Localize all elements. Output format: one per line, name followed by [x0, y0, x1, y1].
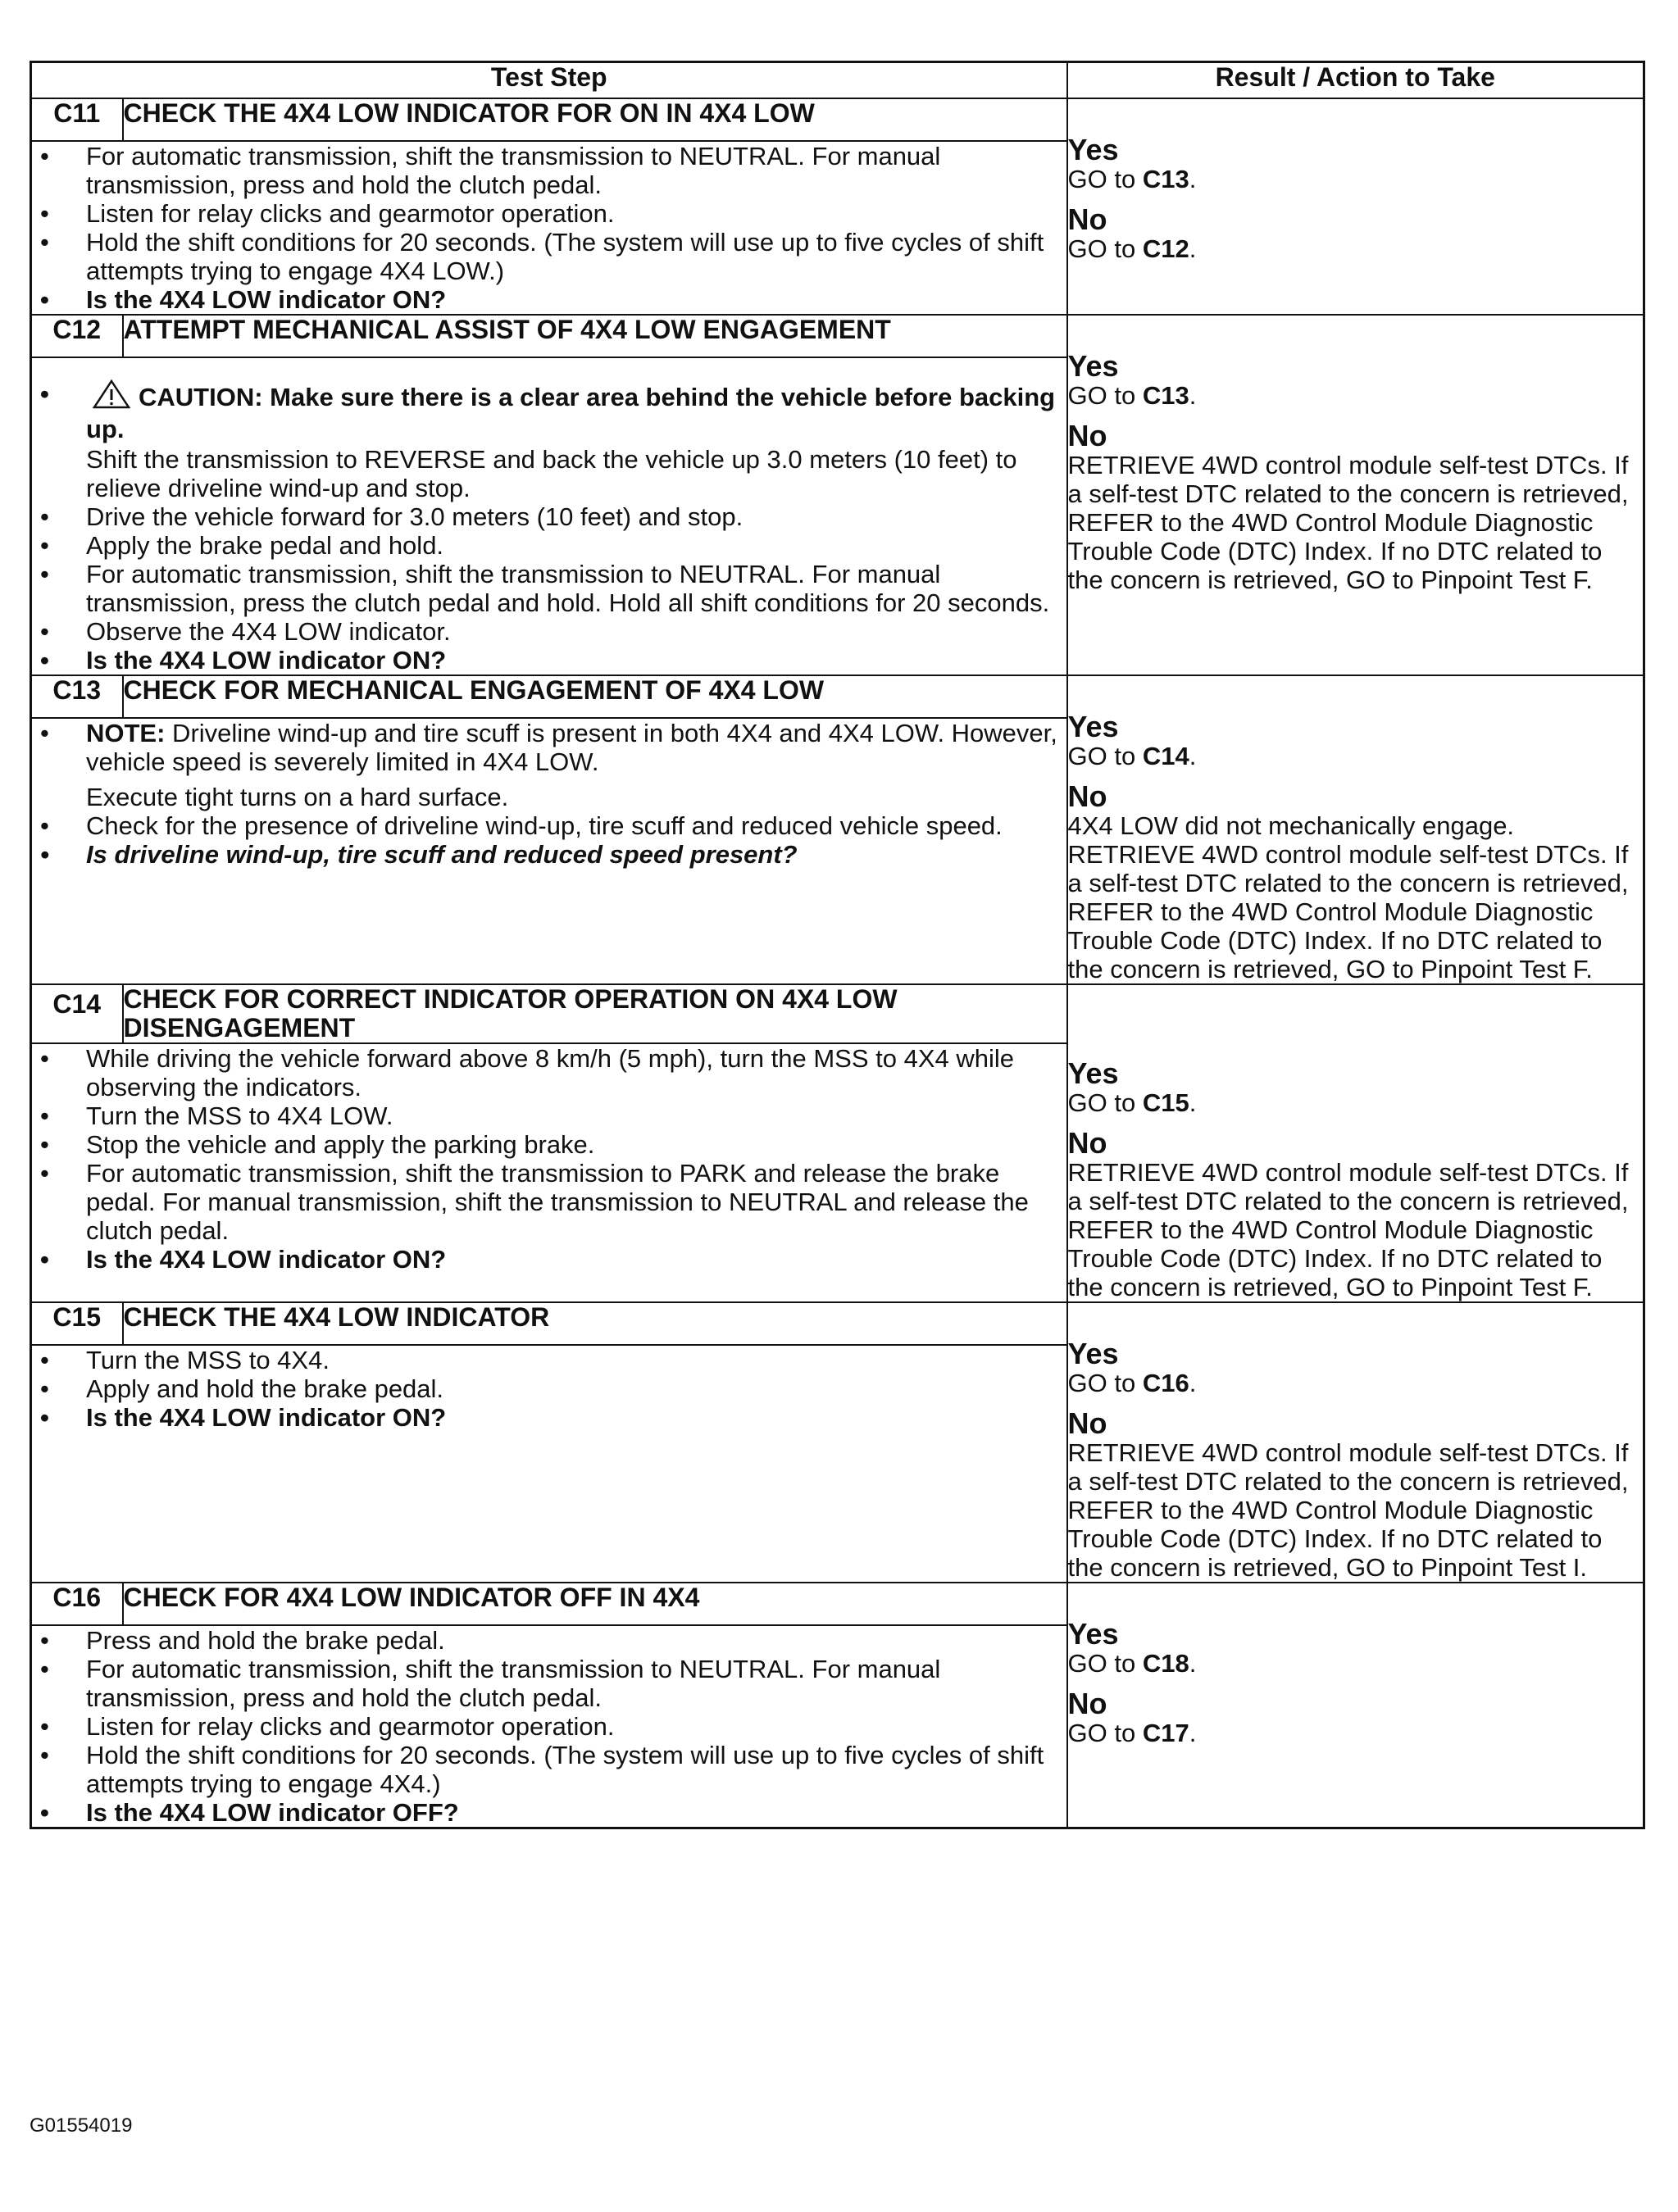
- step-question: • Is the 4X4 LOW indicator ON?: [32, 646, 1066, 675]
- yes-target-link[interactable]: C13: [1142, 381, 1189, 410]
- step-item: • Hold the shift conditions for 20 seconds. (The system will use up to five cycles of shift attempts trying to engage 4X4.): [32, 1741, 1066, 1798]
- yes-action: GO to C13.: [1067, 165, 1197, 193]
- step-result-c12: [1067, 315, 1644, 675]
- step-title-row-c16: [31, 1583, 1644, 1625]
- step-title-row-c12: [31, 315, 1644, 357]
- no-label: No: [1067, 1126, 1107, 1160]
- note-continuation: Execute tight turns on a hard surface.: [86, 783, 509, 811]
- step-item: • Press and hold the brake pedal.: [32, 1626, 1066, 1655]
- step-title-row-c13: [31, 675, 1644, 718]
- step-title: CHECK THE 4X4 LOW INDICATOR: [123, 1302, 1067, 1345]
- no-target-link[interactable]: C17: [1142, 1719, 1189, 1747]
- yes-target-link[interactable]: C15: [1142, 1088, 1189, 1117]
- step-title-row-c14: [31, 984, 1644, 1043]
- step-result-c16: [1067, 1583, 1644, 1828]
- yes-action: GO to C15.: [1067, 1088, 1197, 1117]
- no-label: No: [1067, 1406, 1107, 1440]
- yes-label: Yes: [1067, 1056, 1119, 1090]
- step-body: [31, 357, 1067, 675]
- step-item: • While driving the vehicle forward above 8 km/h (5 mph), turn the MSS to 4X4 while observing the indicators.: [32, 1044, 1066, 1101]
- step-item: • For automatic transmission, shift the transmission to NEUTRAL. For manual transmission, press and hold the clutch pedal.: [32, 142, 1066, 199]
- step-question: • Is the 4X4 LOW indicator ON?: [32, 285, 1066, 314]
- yes-action: GO to C16.: [1067, 1369, 1197, 1397]
- step-question: • Is the 4X4 LOW indicator ON?: [32, 1403, 1066, 1432]
- step-id: C12: [31, 315, 123, 357]
- yes-label: Yes: [1067, 1617, 1119, 1651]
- step-id: C15: [31, 1302, 123, 1345]
- step-question: • Is the 4X4 LOW indicator OFF?: [32, 1798, 1066, 1827]
- diagnostic-table-container: [30, 61, 1643, 1829]
- step-item: • For automatic transmission, shift the transmission to NEUTRAL. For manual transmission, press and hold the clutch pedal.: [32, 1655, 1066, 1712]
- no-action-text: RETRIEVE 4WD control module self-test DTCs. If a self-test DTC related to the concern is retrieved, REFER to the 4WD Control Module Diagnostic Trouble Code (DTC) Index. If no DTC related to the concern is retrieved, GO to Pinpoint Test F.: [1067, 1158, 1629, 1301]
- no-action: GO to C17.: [1067, 1719, 1197, 1747]
- no-action-text: RETRIEVE 4WD control module self-test DTCs. If a self-test DTC related to the concern is retrieved, REFER to the 4WD Control Module Diagnostic Trouble Code (DTC) Index. If no DTC related to the concern is retrieved, GO to Pinpoint Test I.: [1067, 1438, 1629, 1582]
- warning-triangle-icon: [93, 379, 130, 415]
- no-action: GO to C12.: [1067, 234, 1197, 263]
- yes-target-link[interactable]: C18: [1142, 1649, 1189, 1678]
- step-title: CHECK THE 4X4 LOW INDICATOR FOR ON IN 4X4 LOW: [123, 98, 1067, 141]
- step-title-row-c11: [31, 98, 1644, 141]
- caution-item: [32, 379, 1066, 443]
- step-result-c14: [1067, 984, 1644, 1302]
- step-item: • For automatic transmission, shift the transmission to PARK and release the brake pedal. For manual transmission, shift the transmission to NEUTRAL and release the clutch pedal.: [32, 1159, 1066, 1245]
- no-label: No: [1067, 202, 1107, 236]
- step-item: • Turn the MSS to 4X4.: [32, 1346, 1066, 1374]
- caution-continuation: Shift the transmission to REVERSE and back the vehicle up 3.0 meters (10 feet) to relieve driveline wind-up and stop.: [86, 445, 1017, 502]
- step-item: • Turn the MSS to 4X4 LOW.: [32, 1101, 1066, 1130]
- step-title-row-c15: [31, 1302, 1644, 1345]
- no-label: No: [1067, 779, 1107, 813]
- yes-action: GO to C18.: [1067, 1649, 1197, 1678]
- figure-id: G01554019: [30, 2114, 133, 2137]
- step-title: CHECK FOR 4X4 LOW INDICATOR OFF IN 4X4: [123, 1583, 1067, 1625]
- no-label: No: [1067, 1687, 1107, 1720]
- no-label: No: [1067, 419, 1107, 452]
- header-test-step: Test Step: [31, 62, 1067, 99]
- no-action-text: RETRIEVE 4WD control module self-test DTCs. If a self-test DTC related to the concern is retrieved, REFER to the 4WD Control Module Diagnostic Trouble Code (DTC) Index. If no DTC related to the concern is retrieved, GO to Pinpoint Test F.: [1067, 451, 1629, 594]
- step-item: • Check for the presence of driveline wind-up, tire scuff and reduced vehicle speed.: [32, 811, 1066, 840]
- step-question: • Is the 4X4 LOW indicator ON?: [32, 1245, 1066, 1274]
- step-item: • For automatic transmission, shift the transmission to NEUTRAL. For manual transmission, press the clutch pedal and hold. Hold all shift conditions for 20 seconds.: [32, 560, 1066, 617]
- step-id: C11: [31, 98, 123, 141]
- step-body: [31, 718, 1067, 984]
- step-id: C14: [31, 984, 123, 1043]
- step-question: • Is driveline wind-up, tire scuff and reduced speed present?: [32, 840, 1066, 869]
- step-result-c13: [1067, 675, 1644, 984]
- step-body: [31, 1345, 1067, 1583]
- step-item: • Listen for relay clicks and gearmotor operation.: [32, 1712, 1066, 1741]
- yes-label: Yes: [1067, 349, 1119, 383]
- step-item: • Hold the shift conditions for 20 seconds. (The system will use up to five cycles of shift attempts trying to engage 4X4 LOW.): [32, 228, 1066, 285]
- header-result-action: Result / Action to Take: [1067, 62, 1644, 99]
- pinpoint-test-table: [30, 61, 1645, 1829]
- no-action-text: 4X4 LOW did not mechanically engage. RETRIEVE 4WD control module self-test DTCs. If a self-test DTC related to the concern is retrieved, REFER to the 4WD Control Module Diagnostic Trouble Code (DTC) Index. If no DTC related to the concern is retrieved, GO to Pinpoint Test F.: [1067, 811, 1629, 983]
- caution-text: CAUTION: Make sure there is a clear area behind the vehicle before backing up.: [86, 383, 1056, 443]
- yes-target-link[interactable]: C14: [1142, 742, 1189, 770]
- yes-label: Yes: [1067, 710, 1119, 743]
- step-body: [31, 1043, 1067, 1302]
- note-label: NOTE:: [86, 719, 166, 747]
- yes-action: GO to C14.: [1067, 742, 1197, 770]
- step-body: [31, 1625, 1067, 1828]
- step-id: C13: [31, 675, 123, 718]
- yes-label: Yes: [1067, 1337, 1119, 1370]
- step-item: • Apply the brake pedal and hold.: [32, 531, 1066, 560]
- yes-target-link[interactable]: C16: [1142, 1369, 1189, 1397]
- step-id: C16: [31, 1583, 123, 1625]
- yes-label: Yes: [1067, 133, 1119, 166]
- step-result-c15: [1067, 1302, 1644, 1583]
- step-item: • Drive the vehicle forward for 3.0 meters (10 feet) and stop.: [32, 502, 1066, 531]
- step-item: • Listen for relay clicks and gearmotor operation.: [32, 199, 1066, 228]
- step-result-c11: [1067, 98, 1644, 315]
- step-item: • Stop the vehicle and apply the parking brake.: [32, 1130, 1066, 1159]
- table-header-row: [31, 62, 1644, 99]
- note-item: [32, 719, 1066, 776]
- step-item: • Observe the 4X4 LOW indicator.: [32, 617, 1066, 646]
- step-title: CHECK FOR CORRECT INDICATOR OPERATION ON 4X4 LOW DISENGAGEMENT: [123, 984, 1067, 1043]
- no-target-link[interactable]: C12: [1142, 234, 1189, 263]
- step-title: CHECK FOR MECHANICAL ENGAGEMENT OF 4X4 LOW: [123, 675, 1067, 718]
- step-body: [31, 141, 1067, 315]
- note-text: Driveline wind-up and tire scuff is present in both 4X4 and 4X4 LOW. However, vehicle speed is severely limited in 4X4 LOW.: [86, 719, 1057, 776]
- yes-action: GO to C13.: [1067, 381, 1197, 410]
- step-title: ATTEMPT MECHANICAL ASSIST OF 4X4 LOW ENGAGEMENT: [123, 315, 1067, 357]
- step-item: • Apply and hold the brake pedal.: [32, 1374, 1066, 1403]
- yes-target-link[interactable]: C13: [1142, 165, 1189, 193]
